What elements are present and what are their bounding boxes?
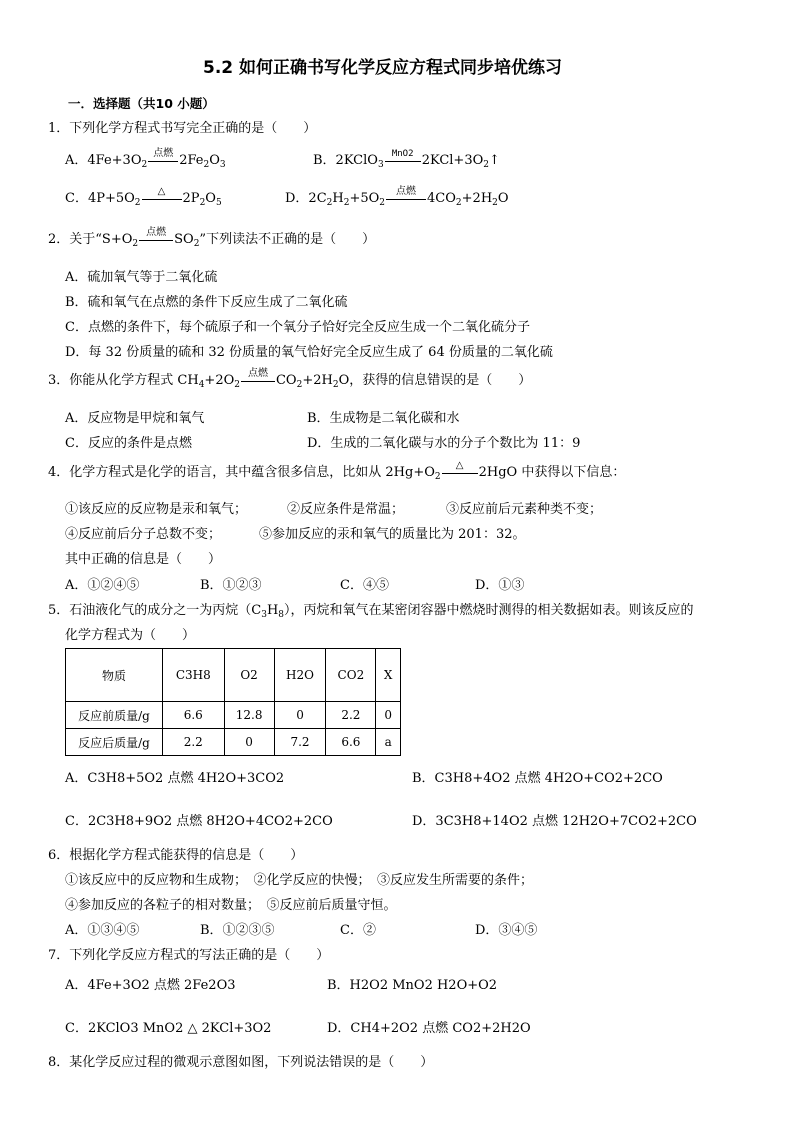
- table-cell: 反应后质量/g: [66, 729, 163, 756]
- table-header: O2: [224, 649, 274, 702]
- q4-info-4: ④反应前后分子总数不变；: [65, 527, 222, 542]
- table-cell: 6.6: [163, 702, 225, 729]
- q2-option-b: B．硫和氧气在点燃的条件下反应生成了二氧化硫: [65, 295, 348, 310]
- table-cell: 0: [376, 702, 401, 729]
- q6-info-line2: ④参加反应的各粒子的相对数量； ⑤反应前后质量守恒。: [65, 898, 397, 913]
- q4-option-a: A．①②④⑤: [65, 578, 140, 593]
- mass-data-table: [65, 648, 401, 756]
- page-title: 5.2 如何正确书写化学反应方程式同步培优练习: [203, 58, 563, 78]
- table-row: [66, 702, 401, 729]
- q6-option-b: B．①②③⑤: [200, 923, 275, 938]
- q6-option-a: A．①③④⑤: [65, 923, 140, 938]
- question-2-stem: 2．关于“$S+O_2$ 点燃 $SO_2$”下列读法不正确的是（ ）: [48, 227, 376, 249]
- q7-option-b: B．H2O2 MnO2 H2O+O2: [327, 978, 498, 993]
- q4-option-d: D．①③: [475, 578, 525, 593]
- question-6-stem: 6．根据化学方程式能获得的信息是（ ）: [48, 848, 304, 863]
- q6-option-c: C．②: [340, 923, 376, 938]
- table-cell: a: [376, 729, 401, 756]
- question-7-stem: 7．下列化学反应方程式的写法正确的是（ ）: [48, 948, 330, 963]
- q7-option-d: D．CH4+2O2 点燃 CO2+2H2O: [327, 1021, 531, 1036]
- q4-option-c: C．④⑤: [340, 578, 389, 593]
- q5-option-a: A．C3H8+5O2 点燃 4H2O+3CO2: [65, 771, 285, 786]
- q5-option-d: D．3C3H8+14O2 点燃 12H2O+7CO2+2CO: [412, 814, 697, 829]
- q1-option-a: A．$4Fe+3O_2$ 点燃 $2Fe_2O_3$: [65, 148, 226, 170]
- q4-info-2: ②反应条件是常温；: [287, 502, 405, 517]
- table-header: X: [376, 649, 401, 702]
- q3-option-c: C．反应的条件是点燃: [65, 436, 192, 451]
- table-header: 物质: [66, 649, 163, 702]
- table-cell: 0: [224, 729, 274, 756]
- q7-option-c: C．2KClO3 MnO2 △ 2KCl+3O2: [65, 1021, 272, 1036]
- q6-info-line1: ①该反应中的反应物和生成物； ②化学反应的快慢； ③反应发生所需要的条件；: [65, 873, 534, 888]
- q1-option-b: B．2KClO$_3$ MnO2 $2KCl+3O_2↑$: [313, 149, 500, 170]
- table-header-row: [66, 649, 401, 702]
- table-cell: 7.2: [274, 729, 326, 756]
- q4-info-1: ①该反应的反应物是汞和氧气；: [65, 502, 248, 517]
- table-cell: 0: [274, 702, 326, 729]
- section-heading: 一．选择题（共10 小题）: [68, 96, 215, 111]
- table-row: [66, 729, 401, 756]
- q1-option-c: C．$4P+5O_2$ △ $2P_2O_5$: [65, 186, 222, 208]
- question-5-stem: 5．石油液化气的成分之一为丙烷$(C_3H_8)$，丙烷和氧气在某密闭容器中燃烧时测得的相关数据如表。则该反应的: [48, 603, 694, 620]
- table-header: CO2: [326, 649, 376, 702]
- q7-option-a: A．4Fe+3O2 点燃 2Fe2O3: [65, 978, 236, 993]
- table-cell: 2.2: [163, 729, 225, 756]
- table-cell: 反应前质量/g: [66, 702, 163, 729]
- q3-option-a: A．反应物是甲烷和氧气: [65, 411, 205, 426]
- table-header: C3H8: [163, 649, 225, 702]
- question-4-stem: 4．化学方程式是化学的语言，其中蕴含很多信息，比如从 $2Hg+O_2$ △ 2HgO 中获得以下信息：: [48, 460, 626, 482]
- table-header: H2O: [274, 649, 326, 702]
- table-cell: 12.8: [224, 702, 274, 729]
- question-5-stem-line2: 化学方程式为（ ）: [65, 628, 196, 643]
- question-1-stem: 1．下列化学方程式书写完全正确的是（ ）: [48, 121, 317, 136]
- table-cell: 2.2: [326, 702, 376, 729]
- q2-option-d: D．每 32 份质量的硫和 32 份质量的氧气恰好完全反应生成了 64 份质量的二氧化硫: [65, 345, 553, 360]
- q5-option-b: B．C3H8+4O2 点燃 4H2O+CO2+2CO: [412, 771, 663, 786]
- q4-info-5: ⑤参加反应的汞和氧气的质量比为 201：32。: [259, 527, 526, 542]
- q2-option-c: C．点燃的条件下，每个硫原子和一个氧分子恰好完全反应生成一个二氧化硫分子: [65, 320, 530, 335]
- q5-option-c: C．2C3H8+9O2 点燃 8H2O+4CO2+2CO: [65, 814, 333, 829]
- q3-option-b: B．生成物是二氧化碳和水: [307, 411, 460, 426]
- q2-option-a: A．硫加氧气等于二氧化硫: [65, 270, 218, 285]
- q1-option-d: D．$2C_2H_2+5O_2$ 点燃 $4CO_2+2H_2O$: [285, 186, 509, 208]
- q4-option-b: B．①②③: [200, 578, 262, 593]
- question-3-stem: 3．你能从化学方程式 $CH_4+2O_2$ 点燃 $CO_2+2H_2O$，获得的信息错误的是（ ）: [48, 368, 532, 390]
- q4-info-3: ③反应前后元素种类不变；: [446, 502, 603, 517]
- table-cell: 6.6: [326, 729, 376, 756]
- q6-option-d: D．③④⑤: [475, 923, 538, 938]
- q4-question: 其中正确的信息是（ ）: [65, 552, 222, 567]
- q3-option-d: D．生成的二氧化碳与水的分子个数比为 11：9: [307, 436, 581, 451]
- question-8-stem: 8．某化学反应过程的微观示意图如图，下列说法错误的是（ ）: [48, 1055, 434, 1070]
